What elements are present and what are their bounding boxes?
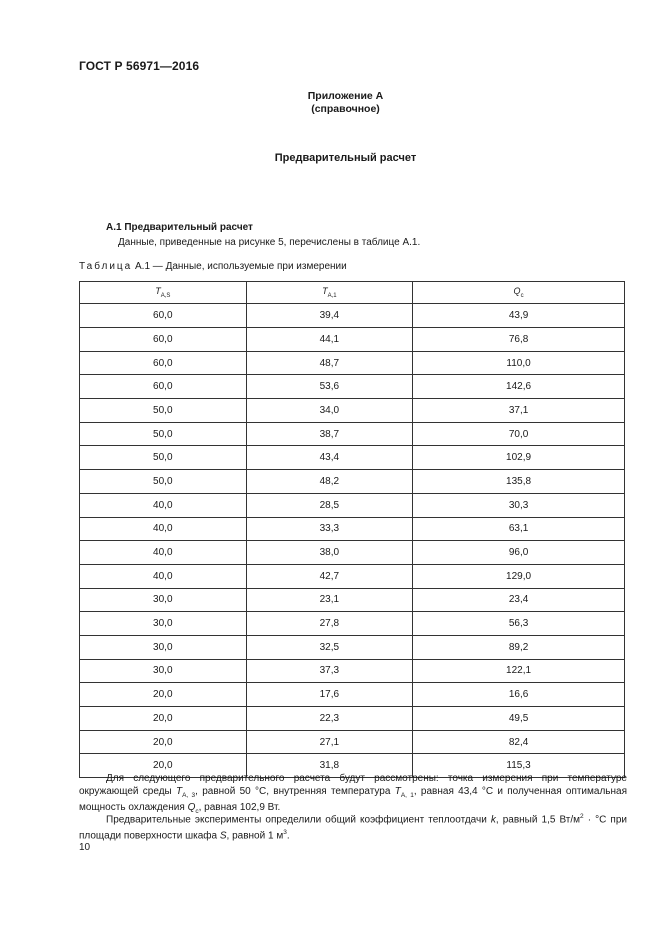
cell-qc: 122,1	[413, 659, 625, 683]
table-row	[80, 328, 625, 352]
table-row	[80, 446, 625, 470]
cell-qc: 37,1	[413, 399, 625, 423]
table-row	[80, 730, 625, 754]
cell-qc: 76,8	[413, 328, 625, 352]
column-header-ta-1: $T_{A,1}$	[246, 282, 413, 304]
cell-ta-1: 27,8	[246, 612, 413, 636]
cell-qc: 96,0	[413, 541, 625, 565]
cell-qc: 16,6	[413, 683, 625, 707]
cell-qc: 63,1	[413, 517, 625, 541]
cell-ta-s: 50,0	[80, 470, 247, 494]
cell-ta-s: 60,0	[80, 375, 247, 399]
table-header-row	[80, 282, 625, 304]
cell-qc: 82,4	[413, 730, 625, 754]
cell-ta-s: 50,0	[80, 446, 247, 470]
appendix-subtitle: (справочное)	[311, 103, 380, 115]
cell-ta-s: 20,0	[80, 707, 247, 731]
cell-ta-1: 37,3	[246, 659, 413, 683]
cell-ta-s: 30,0	[80, 635, 247, 659]
table-caption-text: А.1 — Данные, используемые при измерении	[135, 261, 347, 272]
cell-ta-s: 60,0	[80, 304, 247, 328]
cell-qc: 115,3	[413, 754, 625, 778]
cell-ta-1: 42,7	[246, 564, 413, 588]
column-header-ta-s: $T_{A,S}$	[80, 282, 247, 304]
cell-ta-1: 38,0	[246, 541, 413, 565]
section-intro: Данные, приведенные на рисунке 5, перечислены в таблице А.1.	[118, 237, 421, 248]
cell-qc: 43,9	[413, 304, 625, 328]
table-row	[80, 470, 625, 494]
table-caption	[79, 261, 347, 272]
cell-ta-s: 60,0	[80, 351, 247, 375]
table-row	[80, 541, 625, 565]
document-standard-title: ГОСТ Р 56971—2016	[79, 59, 200, 73]
cell-qc: 142,6	[413, 375, 625, 399]
cell-ta-1: 53,6	[246, 375, 413, 399]
cell-ta-s: 30,0	[80, 659, 247, 683]
table-row	[80, 683, 625, 707]
table-row	[80, 635, 625, 659]
cell-qc: 102,9	[413, 446, 625, 470]
cell-ta-1: 28,5	[246, 493, 413, 517]
cell-ta-1: 48,2	[246, 470, 413, 494]
cell-qc: 135,8	[413, 470, 625, 494]
cell-qc: 49,5	[413, 707, 625, 731]
cell-ta-1: 32,5	[246, 635, 413, 659]
table-row	[80, 564, 625, 588]
table-row	[80, 399, 625, 423]
cell-ta-1: 17,6	[246, 683, 413, 707]
table-caption-label: Таблица	[79, 261, 133, 272]
cell-ta-s: 20,0	[80, 730, 247, 754]
table-row	[80, 707, 625, 731]
cell-qc: 110,0	[413, 351, 625, 375]
table-row	[80, 493, 625, 517]
cell-qc: 70,0	[413, 422, 625, 446]
cell-ta-1: 33,3	[246, 517, 413, 541]
column-header-qc: $Q_c$	[413, 282, 625, 304]
table-row	[80, 588, 625, 612]
cell-ta-1: 34,0	[246, 399, 413, 423]
cell-ta-s: 60,0	[80, 328, 247, 352]
cell-ta-1: 27,1	[246, 730, 413, 754]
cell-ta-1: 44,1	[246, 328, 413, 352]
cell-ta-1: 39,4	[246, 304, 413, 328]
table-row	[80, 351, 625, 375]
cell-ta-s: 50,0	[80, 422, 247, 446]
cell-qc: 56,3	[413, 612, 625, 636]
cell-ta-s: 30,0	[80, 612, 247, 636]
cell-ta-1: 31,8	[246, 754, 413, 778]
cell-ta-s: 20,0	[80, 683, 247, 707]
cell-qc: 23,4	[413, 588, 625, 612]
table-row	[80, 304, 625, 328]
section-heading: А.1 Предварительный расчет	[106, 222, 253, 233]
cell-ta-s: 20,0	[80, 754, 247, 778]
cell-ta-s: 40,0	[80, 517, 247, 541]
cell-ta-s: 40,0	[80, 564, 247, 588]
main-heading: Предварительный расчет	[274, 152, 417, 164]
cell-ta-1: 38,7	[246, 422, 413, 446]
cell-ta-1: 22,3	[246, 707, 413, 731]
table-row	[80, 659, 625, 683]
cell-ta-1: 43,4	[246, 446, 413, 470]
cell-qc: 129,0	[413, 564, 625, 588]
cell-ta-s: 30,0	[80, 588, 247, 612]
table-row	[80, 422, 625, 446]
cell-qc: 89,2	[413, 635, 625, 659]
cell-ta-1: 48,7	[246, 351, 413, 375]
table-row	[80, 612, 625, 636]
appendix-heading	[0, 90, 661, 116]
paragraph-heat-transfer: Предварительные эксперименты определили общий коэффициент теплоотдачи k, равный 1,5 $Вт/м^2 \cdot ^\circ С$ при площади поверхности шкафа S, равной 1 $м^3$.	[79, 813, 627, 842]
cell-ta-s: 40,0	[80, 541, 247, 565]
table-body	[80, 304, 625, 778]
cell-ta-1: 23,1	[246, 588, 413, 612]
page-number: 10	[79, 842, 91, 853]
cell-qc: 30,3	[413, 493, 625, 517]
paragraph-cooling-point: Для следующего предварительного расчета будут рассмотрены: точка измерения при температуре окружающей среды $T_{A, 3}$, равной 50 °С, внутренняя температура $T_{A, 1}$, равная 43,4 °С и полученная оптимальная мощность охлаждения $Q_c$, равная 102,9 Вт.	[79, 773, 627, 815]
appendix-title: Приложение А	[307, 90, 384, 102]
cell-ta-s: 50,0	[80, 399, 247, 423]
data-table	[79, 281, 625, 778]
table-row	[80, 517, 625, 541]
cell-ta-s: 40,0	[80, 493, 247, 517]
table-row	[80, 375, 625, 399]
